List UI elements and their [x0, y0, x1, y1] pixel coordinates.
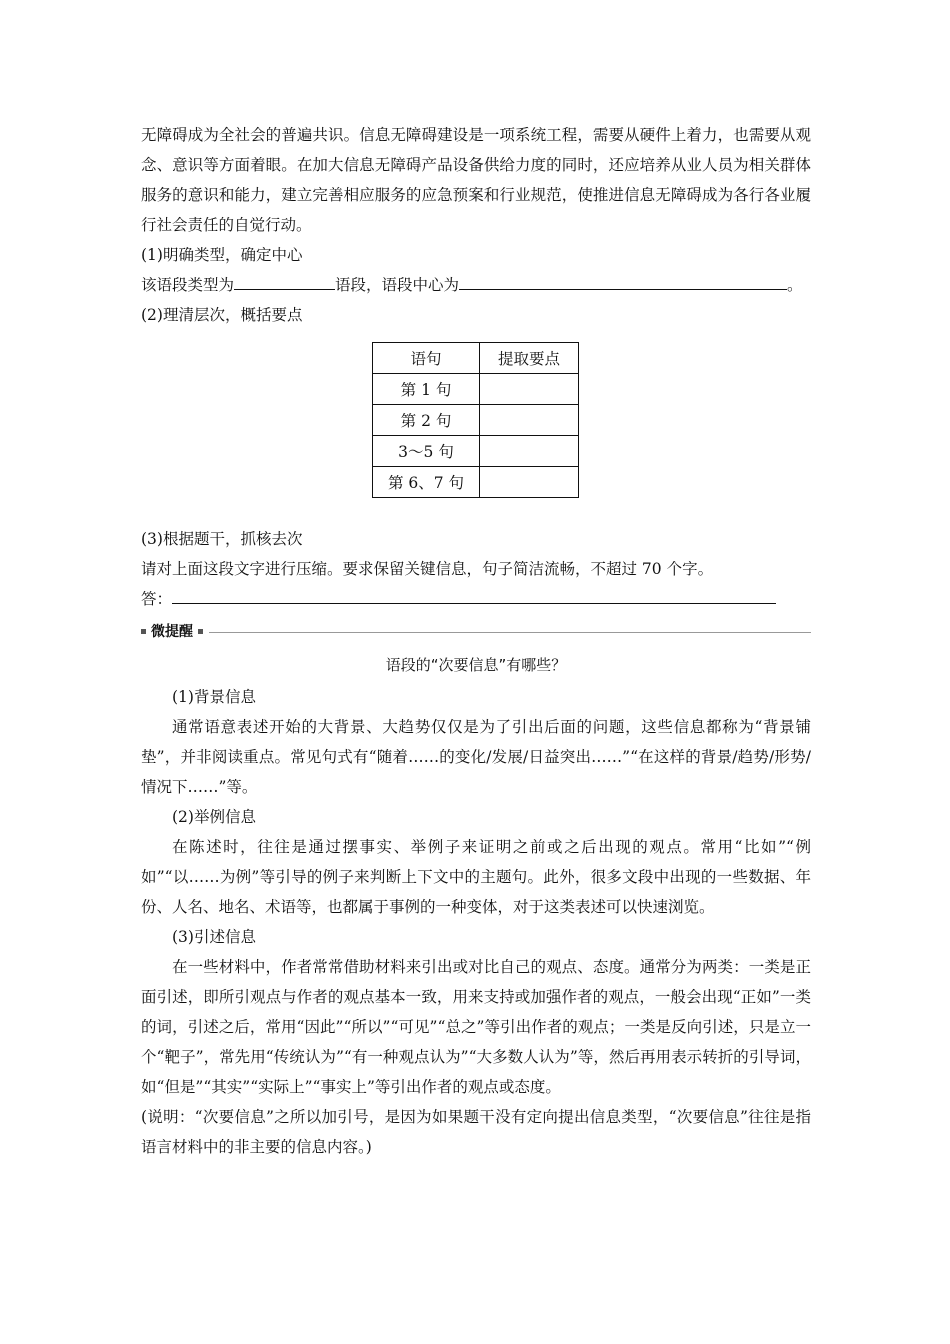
step1-heading: (1)明确类型，确定中心: [141, 246, 303, 264]
divider-line: [141, 632, 811, 633]
section-heading: (1)背景信息: [172, 688, 256, 706]
step1-fill-line: [141, 270, 811, 300]
section-body: 通常语意表述开始的大背景、大趋势仅仅是为了引出后面的问题，这些信息都称为“背景铺垫”，并非阅读重点。常见句式有“随着……的变化/发展/日益突出……”“在这样的背景/趋势/形势/情况下……”等。: [141, 718, 811, 796]
table-row: [373, 436, 579, 467]
tip-divider: [141, 622, 811, 642]
table-header-row: [373, 343, 579, 374]
step2-heading: (2)理清层次，概括要点: [141, 306, 303, 324]
sentence-cell: 3～5 句: [373, 436, 480, 467]
section-body: 在一些材料中，作者常常借助材料来引出或对比自己的观点、态度。通常分为两类：一类是正面引述，即所引观点与作者的观点基本一致，用来支持或加强作者的观点，一般会出现“正如”一类的词，引述之后，常用“因此”“所以”“可见”“总之”等引出作者的观点；一类是反向引述，只是立一个“靶子”，常先用“传统认为”“有一种观点认为”“大多数人认为”等，然后再用表示转折的引导词，如“但是”“其实”“实际上”“事实上”等引出作者的观点或态度。: [141, 958, 811, 1096]
type-blank[interactable]: [234, 270, 335, 290]
section-body: 在陈述时，往往是通过摆事实、举例子来证明之前或之后出现的观点。常用“比如”“例如”“以……为例”等引导的例子来判断上下文中的主题句。此外，很多文段中出现的一些数据、年份、人名、地名、术语等，也都属于事例的一种变体，对于这类表述可以快速浏览。: [141, 838, 811, 916]
document-page: [141, 120, 811, 1162]
intro-paragraph: 无障碍成为全社会的普遍共识。信息无障碍建设是一项系统工程，需要从硬件上着力，也需要从观念、意识等方面着眼。在加大信息无障碍产品设备供给力度的同时，还应培养从业人员为相关群体服务的意识和能力，建立完善相应服务的应急预案和行业规范，使推进信息无障碍成为各行各业履行社会责任的自觉行动。: [141, 126, 811, 234]
answer-blank[interactable]: [172, 584, 776, 604]
table-row: [373, 467, 579, 498]
square-bullet-icon: [141, 629, 146, 634]
sentence-cell: 第 1 句: [373, 374, 480, 405]
point-cell[interactable]: [480, 374, 579, 405]
header-cell: 语句: [373, 343, 480, 374]
tip-label-text: 微提醒: [151, 624, 193, 640]
step3-heading: (3)根据题干，抓核去次: [141, 530, 303, 548]
section-heading: (3)引述信息: [172, 928, 256, 946]
header-cell: 提取要点: [480, 343, 579, 374]
answer-line: [141, 584, 811, 614]
point-cell[interactable]: [480, 436, 579, 467]
center-blank[interactable]: [459, 270, 787, 290]
summary-table: [372, 342, 579, 498]
answer-label: 答：: [141, 590, 173, 608]
explanation-note: (说明：“次要信息”之所以加引号，是因为如果题干没有定向提出信息类型，“次要信息”往往是指语言材料中的非主要的信息内容。): [141, 1108, 811, 1156]
fill-prefix: 该语段类型为: [141, 276, 235, 294]
table-row: [373, 405, 579, 436]
fill-middle: 语段，语段中心为: [335, 276, 460, 294]
table-row: [373, 374, 579, 405]
step3-question: 请对上面这段文字进行压缩。要求保留关键信息，句子简洁流畅，不超过 70 个字。: [141, 560, 714, 578]
tip-title: 语段的“次要信息”有哪些？: [385, 656, 567, 674]
point-cell[interactable]: [480, 467, 579, 498]
point-cell[interactable]: [480, 405, 579, 436]
sentence-cell: 第 6、7 句: [373, 467, 480, 498]
tip-label: [141, 622, 209, 642]
sentence-cell: 第 2 句: [373, 405, 480, 436]
fill-end: 。: [787, 276, 803, 294]
section-heading: (2)举例信息: [172, 808, 256, 826]
square-bullet-icon: [198, 629, 203, 634]
